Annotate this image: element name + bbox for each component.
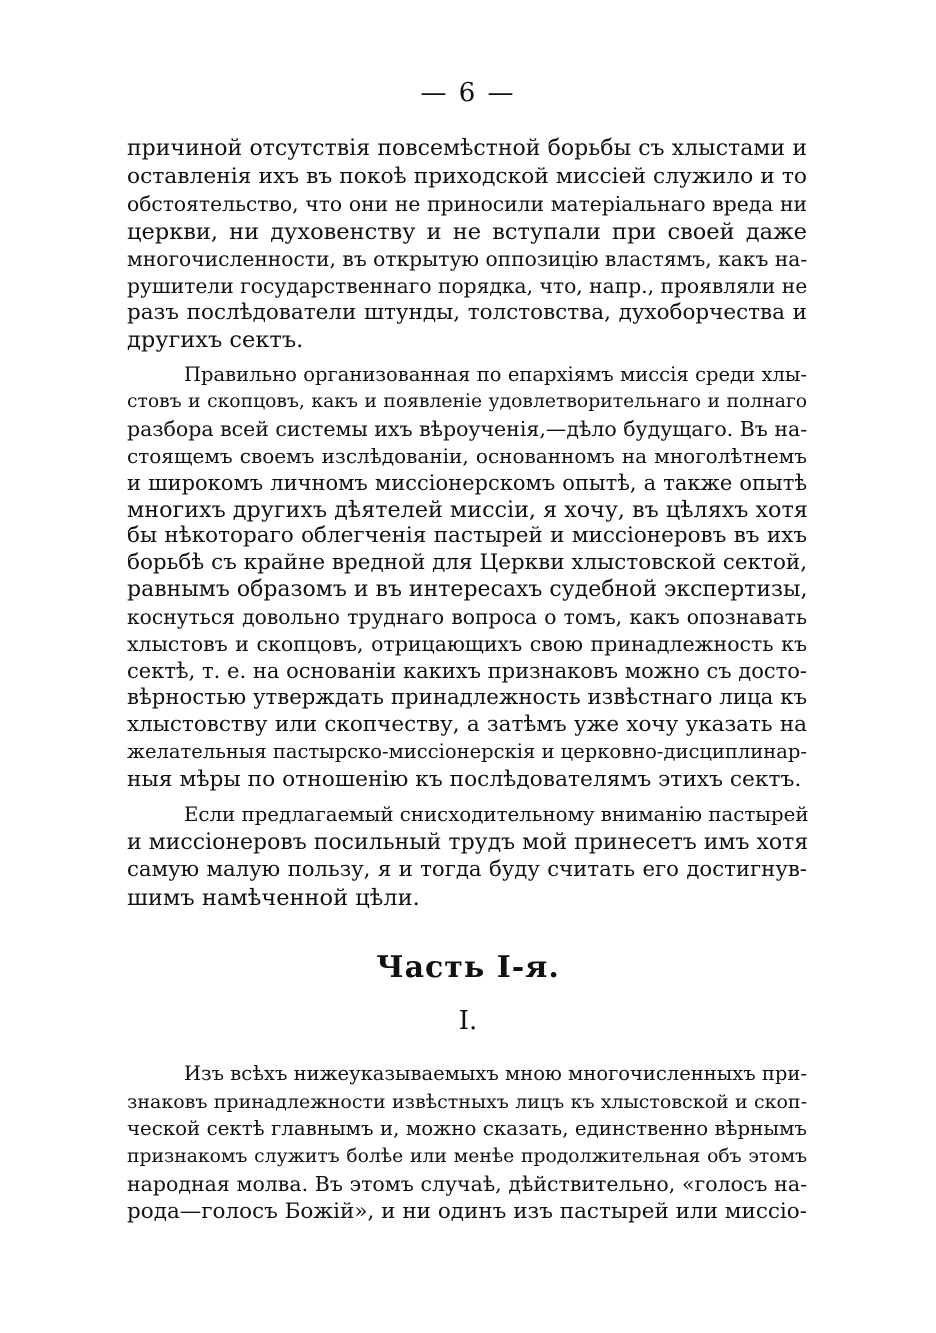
text-line: хлыстовъ и скопцовъ, отрицающихъ свою принадлежность къ bbox=[127, 632, 807, 656]
text-line: ныя мѣры по отношенію къ послѣдователямъ этихъ сектъ. bbox=[127, 767, 802, 792]
text-line: вѣрностью утверждать принадлежность извѣстнаго лица къ bbox=[127, 685, 807, 710]
text-line: и широкомъ личномъ миссіонерскомъ опытѣ, а также опытѣ bbox=[127, 471, 807, 495]
text-line: стовъ и скопцовъ, какъ и появленіе удовлетворительнаго и полнаго bbox=[127, 391, 807, 412]
text-line: рода—голосъ Божій», и ни одинъ изъ пастырей или миссіо- bbox=[127, 1199, 807, 1224]
text-line: оставленія ихъ въ покоѣ приходской миссіей служило и то bbox=[127, 164, 807, 189]
text-line: народная молва. Въ этомъ случаѣ, дѣйствительно, «голосъ на- bbox=[127, 1172, 807, 1196]
text-line: многочисленности, въ открытую оппозицію властямъ, какъ на- bbox=[127, 247, 808, 271]
text-line: Изъ всѣхъ нижеуказываемыхъ мною многочисленныхъ при- bbox=[184, 1062, 807, 1085]
text-line: стоящемъ своемъ изслѣдованіи, основанномъ на многолѣтнемъ bbox=[127, 444, 807, 468]
text-line: шимъ намѣченной цѣли. bbox=[127, 885, 420, 911]
text-line: хлыстовству или скопчеству, а затѣмъ уже хочу указать на bbox=[127, 712, 807, 737]
text-line: разъ послѣдователи штунды, толстовства, духоборчества и bbox=[127, 300, 807, 325]
section-numeral: I. bbox=[458, 1006, 478, 1036]
page-number: — 6 — bbox=[420, 78, 516, 108]
text-line: коснуться довольно труднаго вопроса о томъ, какъ опознавать bbox=[127, 605, 807, 629]
part-title: Часть I-я. bbox=[376, 950, 560, 985]
text-line: признакомъ служитъ болѣе или менѣе продолжительная объ этомъ bbox=[127, 1146, 807, 1167]
text-line: церкви, ни духовенству и не вступали при своей даже bbox=[127, 219, 807, 245]
text-line: ческой сектѣ главнымъ и, можно сказать, единственно вѣрнымъ bbox=[127, 1117, 807, 1140]
text-line: бы нѣкотораго облегченія пастырей и миссіонеровъ въ ихъ bbox=[127, 523, 807, 548]
text-line: другихъ сектъ. bbox=[127, 327, 304, 353]
text-line: сектѣ, т. е. на основаніи какихъ признаковъ можно съ досто- bbox=[127, 659, 807, 683]
text-line: причиной отсутствія повсемѣстной борьбы съ хлыстами и bbox=[127, 136, 807, 161]
text-line: многихъ другихъ дѣятелей миссіи, я хочу, въ цѣляхъ хотя bbox=[127, 497, 808, 523]
text-line: обстоятельство, что они не приносили матеріальнаго вреда ни bbox=[127, 192, 807, 216]
text-line: рушители государственнаго порядка, что, напр., проявляли не bbox=[127, 274, 808, 298]
text-line: знаковъ принадлежности извѣстныхъ лицъ къ хлыстовской и скоп- bbox=[127, 1091, 807, 1113]
text-line: равнымъ образомъ и въ интересахъ судебной экспертизы, bbox=[127, 577, 808, 602]
text-line: желательныя пастырско-миссіонерскія и церковно-дисциплинар- bbox=[127, 740, 807, 763]
text-line: самую малую пользу, я и тогда буду считать его достигнув- bbox=[127, 857, 807, 882]
text-line: разбора всей системы ихъ вѣроученія,—дѣло будущаго. Въ на- bbox=[127, 417, 808, 441]
text-line: и миссіонеровъ посильный трудъ мой принесетъ имъ хотя bbox=[127, 830, 809, 855]
text-line: Если предлагаемый снисходительному вниманію пастырей bbox=[184, 803, 809, 826]
text-line: борьбѣ съ крайне вредной для Церкви хлыстовской сектой, bbox=[127, 550, 808, 575]
text-line: Правильно организованная по епархіямъ миссія среди хлы- bbox=[184, 363, 807, 386]
